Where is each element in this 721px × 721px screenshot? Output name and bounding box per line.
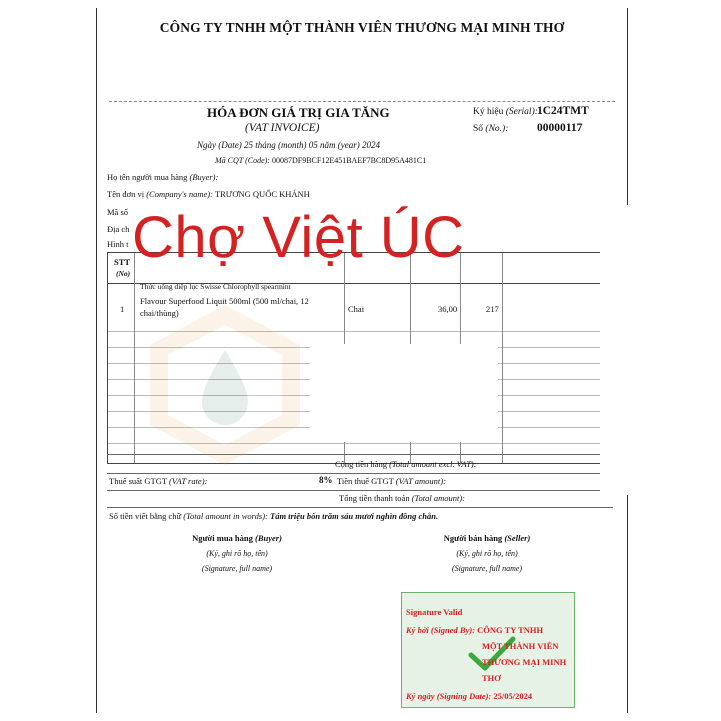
seal-date-label-en: (Signing Date): bbox=[436, 691, 492, 701]
vat-rate-label bbox=[109, 476, 207, 486]
buyer-signature bbox=[137, 533, 337, 573]
serial-label bbox=[473, 107, 538, 117]
invoice-title: HÓA ĐƠN GIÁ TRỊ GIA TĂNG bbox=[207, 105, 390, 120]
code-value: 00087DF9BCF12E451BAEF7BC8D95A481C1 bbox=[271, 156, 427, 165]
stt-header: STT bbox=[114, 257, 131, 267]
seal-signer-l2: MỘT THÀNH VIÊN bbox=[482, 641, 559, 651]
redaction-box bbox=[310, 344, 498, 442]
vat-amount-label bbox=[337, 476, 446, 486]
words-label: Số tiền viết bằng chữ bbox=[109, 511, 182, 521]
number-value: 00000117 bbox=[537, 122, 583, 134]
signature-valid-seal bbox=[401, 592, 575, 708]
seal-signed-by-label: Ký bởi bbox=[406, 625, 429, 635]
invoice-date: Ngày (Date) 25 tháng (month) 05 năm (year) 2024 bbox=[197, 140, 380, 150]
seller-sign-title: Người bán hàng bbox=[443, 533, 503, 543]
seller-sign-note-en: (Signature, full name) bbox=[451, 564, 523, 573]
seller-sign-title-en: (Seller) bbox=[504, 533, 531, 543]
buyer-company-row bbox=[107, 189, 310, 199]
item-qty: 36,00 bbox=[438, 304, 458, 314]
number-label-vi: Số bbox=[473, 124, 484, 134]
vat-rate-value: 8% bbox=[319, 475, 333, 485]
grand-total-label-vi: Tổng tiền thanh toán bbox=[339, 493, 410, 503]
seal-signer-l4: THƠ bbox=[482, 673, 501, 683]
tax-authority-code bbox=[215, 156, 426, 165]
seller-sign-note: (Ký, ghi rõ họ, tên) bbox=[456, 549, 518, 558]
stt-header-en: (No) bbox=[116, 269, 131, 278]
vat-amount-label-en: (VAT amount): bbox=[395, 476, 446, 486]
buyer-company-value: TRƯƠNG QUỐC KHÁNH bbox=[214, 189, 310, 199]
tax-code-label: Mã số bbox=[107, 207, 129, 217]
item-desc-top: Thức uống diệp lục Swisse Chlorophyll spearmint bbox=[140, 283, 291, 291]
item-price: 217 bbox=[486, 304, 499, 314]
buyer-sign-title-en: (Buyer) bbox=[255, 533, 282, 543]
logo-watermark-icon bbox=[140, 300, 310, 470]
buyer-company-label-en: (Company's name): bbox=[146, 189, 213, 199]
item-description: Flavour Superfood Liquit 500ml (500 ml/chai, 12 chai/thùng) bbox=[140, 296, 309, 318]
subtotal-label bbox=[335, 459, 477, 469]
seal-signer-l1: CÔNG TY TNHH bbox=[477, 625, 544, 635]
buyer-sign-title: Người mua hàng bbox=[192, 533, 253, 543]
serial-value: 1C24TMT bbox=[537, 105, 589, 117]
subtotal-label-en: (Total amount excl. VAT): bbox=[389, 459, 477, 469]
vat-amount-label-vi: Tiền thuế GTGT bbox=[337, 476, 394, 486]
seal-date-label: Ký ngày bbox=[406, 691, 435, 701]
header-divider bbox=[109, 101, 615, 102]
buyer-name-label-en: (Buyer): bbox=[189, 172, 219, 182]
item-unit: Chai bbox=[348, 304, 365, 314]
buyer-sign-note-en: (Signature, full name) bbox=[201, 564, 273, 573]
buyer-name-label: Họ tên người mua hàng bbox=[107, 172, 188, 182]
seal-signed-by bbox=[406, 625, 543, 635]
seal-date bbox=[406, 691, 532, 701]
invoice-subtitle: (VAT INVOICE) bbox=[245, 122, 320, 134]
seal-signer-l3: THƯƠNG MẠI MINH bbox=[482, 657, 567, 667]
item-stt: 1 bbox=[120, 304, 125, 314]
payment-label: Hình t bbox=[107, 239, 129, 249]
words-value: Tám triệu bốn trăm sáu mươi nghìn đồng chẵn. bbox=[270, 511, 439, 521]
watermark-text: Chợ Việt ÚC bbox=[132, 205, 465, 270]
company-name: CÔNG TY TNHH MỘT THÀNH VIÊN THƯƠNG MẠI MINH THƠ bbox=[159, 20, 565, 35]
serial-label-vi: Ký hiệu bbox=[473, 107, 504, 117]
redaction-right bbox=[600, 205, 721, 495]
words-label-en: (Total amount in words): bbox=[183, 511, 268, 521]
amount-in-words bbox=[109, 511, 438, 521]
buyer-company-label: Tên đơn vị bbox=[107, 189, 145, 199]
vat-rate-label-en: (VAT rate): bbox=[169, 476, 208, 486]
grand-total-label-en: (Total amount): bbox=[411, 493, 466, 503]
number-label-en: (No.): bbox=[485, 124, 509, 134]
grand-total-label bbox=[339, 493, 465, 503]
address-label: Địa ch bbox=[107, 224, 130, 234]
seal-signed-by-label-en: (Signed By): bbox=[430, 625, 476, 635]
vat-rate-label-vi: Thuế suất GTGT bbox=[109, 476, 167, 486]
seal-valid: Signature Valid bbox=[406, 607, 463, 617]
subtotal-label-vi: Cộng tiền hàng bbox=[335, 459, 387, 469]
seal-date-value: 25/05/2024 bbox=[493, 691, 533, 701]
buyer-name-row bbox=[107, 172, 218, 182]
seller-signature bbox=[387, 533, 587, 573]
code-label: Mã CQT (Code): bbox=[215, 156, 270, 165]
buyer-sign-note: (Ký, ghi rõ họ, tên) bbox=[206, 549, 268, 558]
serial-label-en: (Serial): bbox=[505, 107, 538, 117]
number-label bbox=[473, 124, 508, 134]
